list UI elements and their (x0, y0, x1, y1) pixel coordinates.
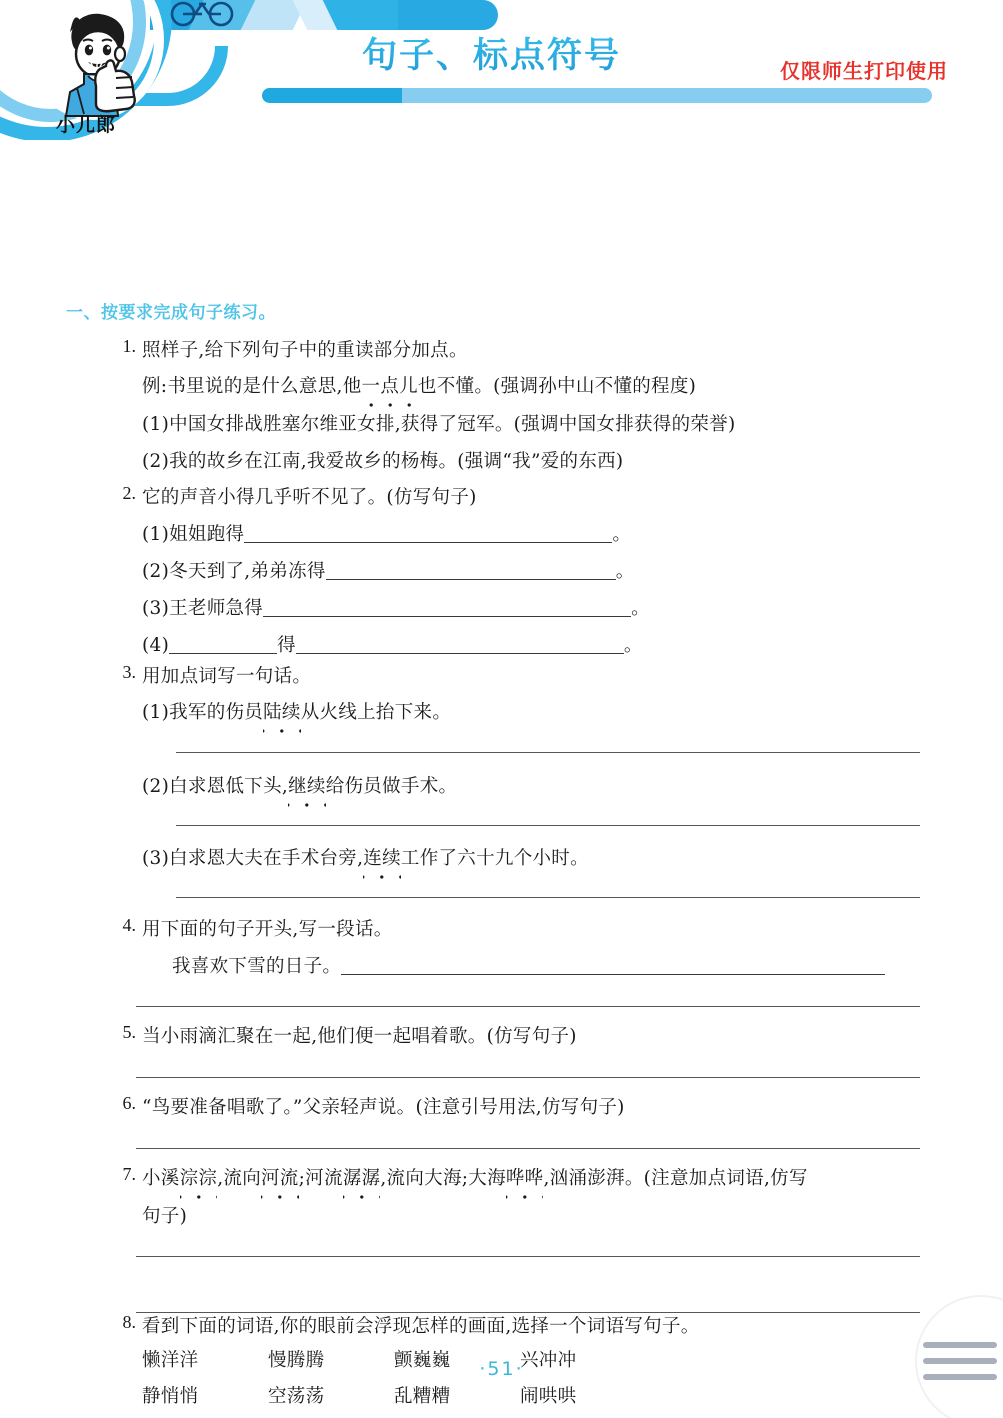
question-3-item-2-post: 给伤员做手术。 (325, 776, 458, 797)
section-heading: 一、按要求完成句子练习。 (66, 303, 276, 323)
header-divider-bar (262, 88, 932, 103)
q7-part-4-dotted: 河流 (261, 1164, 299, 1190)
question-4-prompt: 用下面的句子开头,写一段话。 (142, 919, 393, 940)
question-2-number: 2. (122, 483, 136, 503)
question-2-blank-3-input[interactable] (263, 598, 631, 617)
word-item: 闹哄哄 (520, 1386, 577, 1407)
question-4-starter-text: 我喜欢下雪的日子。 (172, 956, 342, 977)
page-number: ·51· (479, 1358, 524, 1380)
q7-part-6-dotted: 潺潺 (343, 1164, 381, 1190)
question-3-item-3-post: 工作了六十九个小时。 (400, 848, 589, 869)
question-5-prompt: 当小雨滴汇聚在一起,他们便一起唱着歌。(仿写句子) (142, 1026, 577, 1047)
q7-part-5: ;河流 (298, 1168, 343, 1189)
word-item: 慢腾腾 (268, 1350, 325, 1371)
question-3-item-2-pre: (2)白求恩低下头, (142, 776, 289, 797)
question-2-blank-2-input[interactable] (326, 561, 616, 580)
question-2-blank-4-input-b[interactable] (296, 635, 624, 654)
header-bar-dark (262, 88, 410, 103)
question-2-blank-2-label: (2)冬天到了,弟弟冻得 (142, 561, 326, 582)
question-4-answer-line-inline[interactable] (341, 956, 885, 975)
word-item: 乱糟糟 (394, 1386, 451, 1407)
word-item: 颤巍巍 (394, 1350, 451, 1371)
question-3-prompt: 用加点词写一句话。 (142, 666, 312, 687)
question-1-prompt: 照样子,给下列句子中的重读部分加点。 (142, 340, 468, 361)
question-1-example-line (142, 372, 696, 398)
question-3-item-2-dotted: 继续 (288, 772, 326, 798)
question-2-blank-1-input[interactable] (244, 524, 612, 543)
question-2-prompt: 它的声音小得几乎听不见了。(仿写句子) (142, 487, 477, 508)
example-prefix: 例:书里说的是什么意思,他 (142, 376, 362, 397)
brand-name: 小儿郎 (56, 114, 117, 136)
question-3-answer-line-2[interactable] (176, 825, 920, 826)
question-1-number: 1. (122, 336, 136, 356)
question-2-blank-4-label: (4) (142, 635, 170, 656)
example-suffix: 也不懂。(强调孙中山不懂的程度) (417, 376, 697, 397)
question-8-prompt: 看到下面的词语,你的眼前会浮现怎样的画面,选择一个词语写句子。 (142, 1316, 700, 1337)
question-5-number: 5. (122, 1022, 136, 1042)
question-7-line-1 (142, 1164, 808, 1190)
q7-part-3: ,流向 (217, 1168, 261, 1189)
example-dotted-text: 一点儿 (362, 372, 418, 398)
q7-part-7: ,流向大海;大海 (380, 1168, 506, 1189)
question-1-item-2-text: (2)我的故乡在江南,我爱故乡的杨梅。(强调“我”爱的东西) (142, 451, 624, 472)
question-3-number: 3. (122, 662, 136, 682)
question-2-blank-4-mid: 得 (277, 635, 296, 656)
question-7-line-2-text: 句子) (142, 1206, 188, 1227)
word-item: 懒洋洋 (142, 1350, 199, 1371)
q7-part-9: ,汹涌澎湃。(注意加点词语,仿写 (543, 1168, 808, 1189)
question-3-item-3-dotted: 连续 (363, 844, 401, 870)
header-shape-f (398, 0, 498, 30)
question-3-item-1-dotted: 陆续 (263, 698, 301, 724)
question-8-word-row-2 (142, 1382, 646, 1408)
bicycle-icon (168, 1, 242, 27)
question-7-number: 7. (122, 1164, 136, 1184)
mascot-boy-thumbs-up-icon (44, 8, 152, 120)
question-2-blank-4-input-a[interactable] (169, 635, 277, 654)
page-title: 句子、标点符号 (362, 28, 621, 78)
q7-part-2-dotted: 淙淙 (180, 1164, 218, 1190)
question-4-answer-line-2[interactable] (136, 1006, 920, 1007)
question-2-blank-4-end: 。 (623, 635, 643, 656)
q7-part-1: 小溪 (142, 1168, 180, 1189)
question-6-prompt: “鸟要准备唱歌了。”父亲轻声说。(注意引号用法,仿写句子) (142, 1097, 625, 1118)
word-item: 空荡荡 (268, 1386, 325, 1407)
question-2-blank-2-end: 。 (615, 561, 635, 582)
question-3-item-1-post: 从火线上抬下来。 (300, 702, 452, 723)
word-item: 兴冲冲 (520, 1350, 577, 1371)
question-7-answer-line-1[interactable] (136, 1256, 920, 1257)
question-6-number: 6. (122, 1093, 136, 1113)
question-6-answer-line[interactable] (136, 1148, 920, 1149)
print-restriction-note: 仅限师生打印使用 (780, 59, 948, 83)
question-3-item-3-pre: (3)白求恩大夫在手术台旁, (142, 848, 364, 869)
question-4-number: 4. (122, 915, 136, 935)
question-1-item-1-text: (1)中国女排战胜塞尔维亚女排,获得了冠军。(强调中国女排获得的荣誉) (142, 414, 736, 435)
q7-part-8-dotted: 哗哗 (506, 1164, 544, 1190)
question-2-blank-1-label: (1)姐姐跑得 (142, 524, 245, 545)
header-bar-light (402, 88, 932, 103)
question-3-answer-line-3[interactable] (176, 897, 920, 898)
question-5-answer-line[interactable] (136, 1077, 920, 1078)
word-item: 静悄悄 (142, 1386, 199, 1407)
question-2-blank-3-label: (3)王老师急得 (142, 598, 264, 619)
question-2-blank-3-end: 。 (631, 598, 650, 619)
question-2-blank-1-end: 。 (612, 524, 632, 545)
page-header (0, 0, 1003, 140)
question-8-number: 8. (122, 1312, 136, 1332)
question-3-item-1-pre: (1)我军的伤员 (142, 702, 264, 723)
question-3-answer-line-1[interactable] (176, 752, 920, 753)
